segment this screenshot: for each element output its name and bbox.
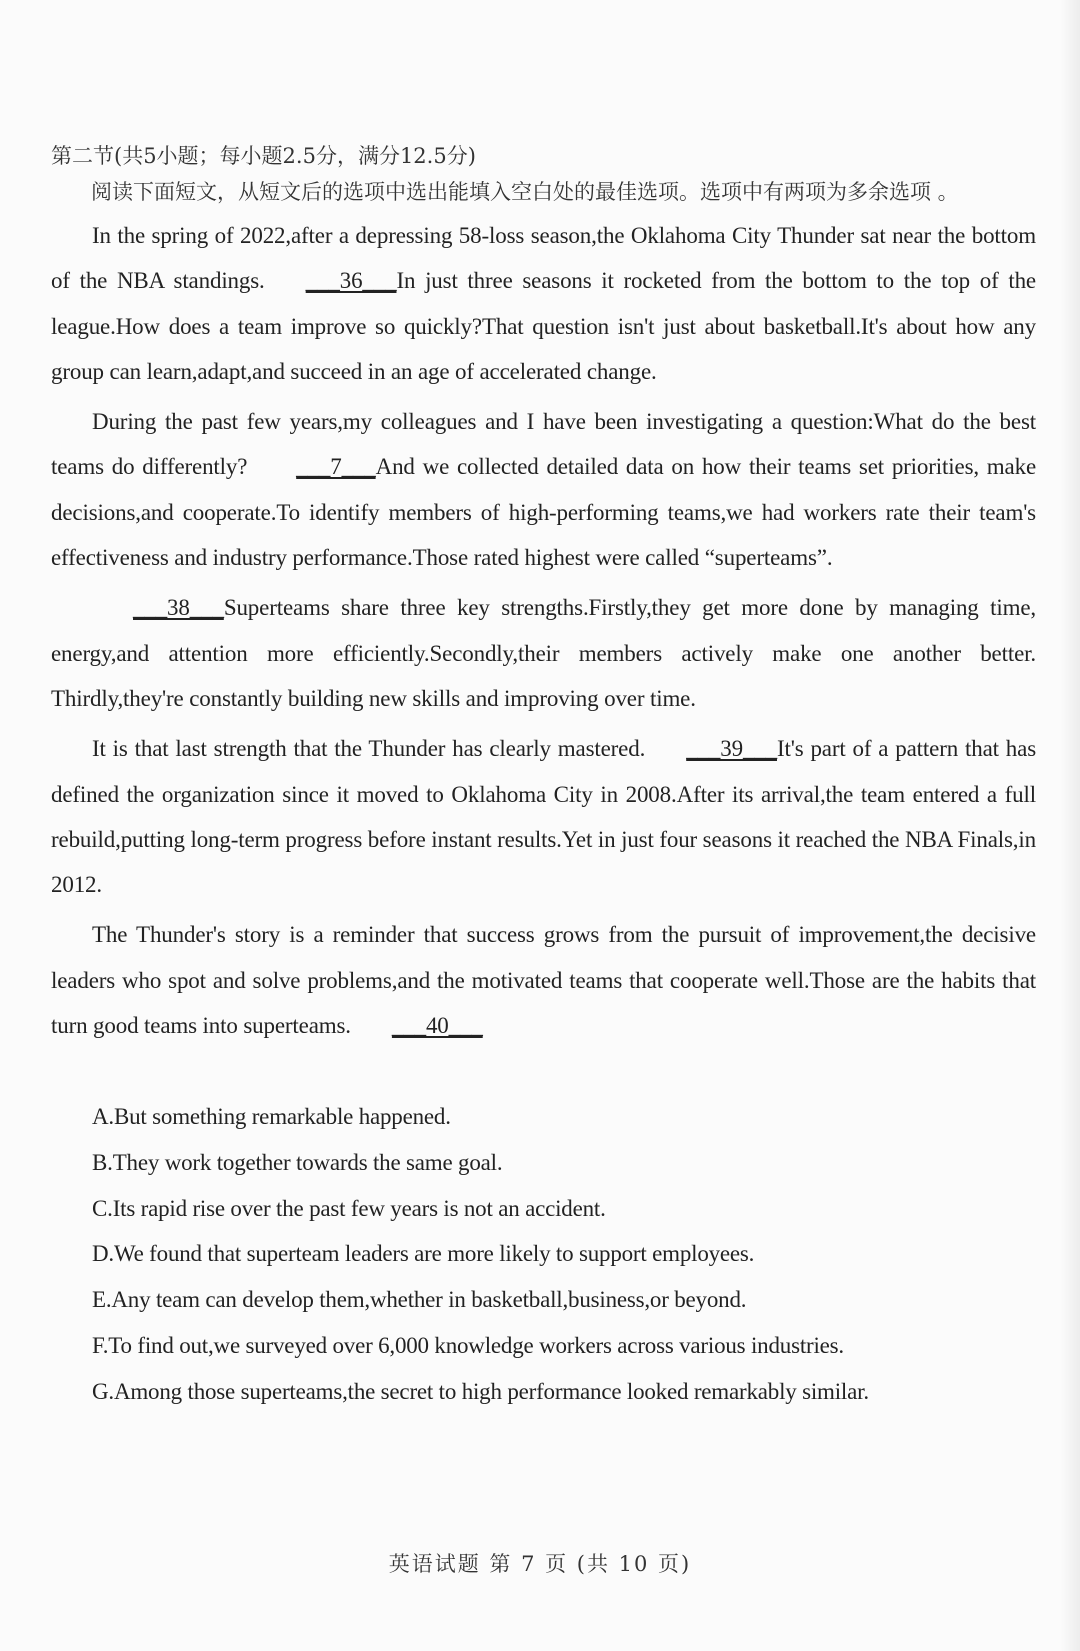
paragraph-text-after: In just three seasons it rocketed from the bottom to the top of the league.How does a team improve so quickly?That question isn't just about basketball.It's about how any group can learn,adapt,and succeed in an age of accelerated change. xyxy=(51,268,1036,384)
option-e: E.Any team can develop them,whether in basketball,business,or beyond. xyxy=(92,1287,747,1313)
passage-paragraph-1 xyxy=(51,213,1036,394)
paragraph-text-before: The Thunder's story is a reminder that success grows from the pursuit of improvement,the decisive leaders who spot and solve problems,and the motivated teams that cooperate well.Those are the habits that turn good teams into superteams. xyxy=(51,922,1036,1039)
option-b: B.They work together towards the same goal. xyxy=(92,1150,503,1176)
blank-37: ___7___ xyxy=(296,454,376,480)
section-heading: 第二节(共5小题；每小题2.5分，满分12.5分) xyxy=(51,144,476,168)
option-g: G.Among those superteams,the secret to high performance looked remarkably similar. xyxy=(92,1378,869,1404)
option-d: D.We found that superteam leaders are more likely to support employees. xyxy=(92,1241,755,1267)
option-f: F.To find out,we surveyed over 6,000 knowledge workers across various industries. xyxy=(92,1332,844,1358)
paragraph-text-before: During the past few years,my colleagues and I have been investigating a question:What do the best teams do differently? xyxy=(51,409,1036,480)
page-content xyxy=(51,138,1036,1414)
blank-36: ___36___ xyxy=(305,268,397,294)
instruction-text: 阅读下面短文，从短文后的选项中选出能填入空白处的最佳选项。选项中有两项为多余选项 。 xyxy=(91,180,959,204)
blank-39: ___39___ xyxy=(686,736,777,762)
answer-options xyxy=(51,1094,1036,1414)
passage-paragraph-2 xyxy=(51,399,1036,580)
page-footer: 英语试题 第 7 页 (共 10 页) xyxy=(388,1552,692,1576)
paragraph-text-after: Superteams share three key strengths.Firstly,they get more done by managing time, energy,and attention more efficiently.Secondly,their members actively make one another better. Thirdly,they're constantly building new skills and improving over time. xyxy=(51,595,1036,711)
paragraph-text-after: It's part of a pattern that has defined the organization since it moved to Oklahoma City in 2008.After its arrival,the team entered a full rebuild,putting long-term progress before instant results.Yet in just four seasons it reached the NBA Finals,in 2012. xyxy=(51,736,1037,898)
blank-38: ___38___ xyxy=(133,595,224,621)
passage-paragraph-3 xyxy=(51,585,1036,721)
page-edge-shadow xyxy=(1060,0,1080,1651)
passage-paragraph-4 xyxy=(51,726,1036,907)
blank-40: ___40___ xyxy=(391,1013,483,1039)
passage-paragraph-5 xyxy=(51,912,1036,1048)
paragraph-text-before: It is that last strength that the Thunder has clearly mastered. xyxy=(92,736,646,762)
paragraph-text-after: And we collected detailed data on how their teams set priorities, make decisions,and cooperate.To identify members of high-performing teams,we had workers rate their team's effectiveness and industry performance.Those rated highest were called “superteams”. xyxy=(51,454,1037,571)
option-a: A.But something remarkable happened. xyxy=(92,1104,451,1130)
paragraph-text-before: In the spring of 2022,after a depressing 58-loss season,the Oklahoma City Thunder sat near the bottom of the NBA standings. xyxy=(51,223,1036,294)
option-c: C.Its rapid rise over the past few years is not an accident. xyxy=(92,1195,606,1221)
